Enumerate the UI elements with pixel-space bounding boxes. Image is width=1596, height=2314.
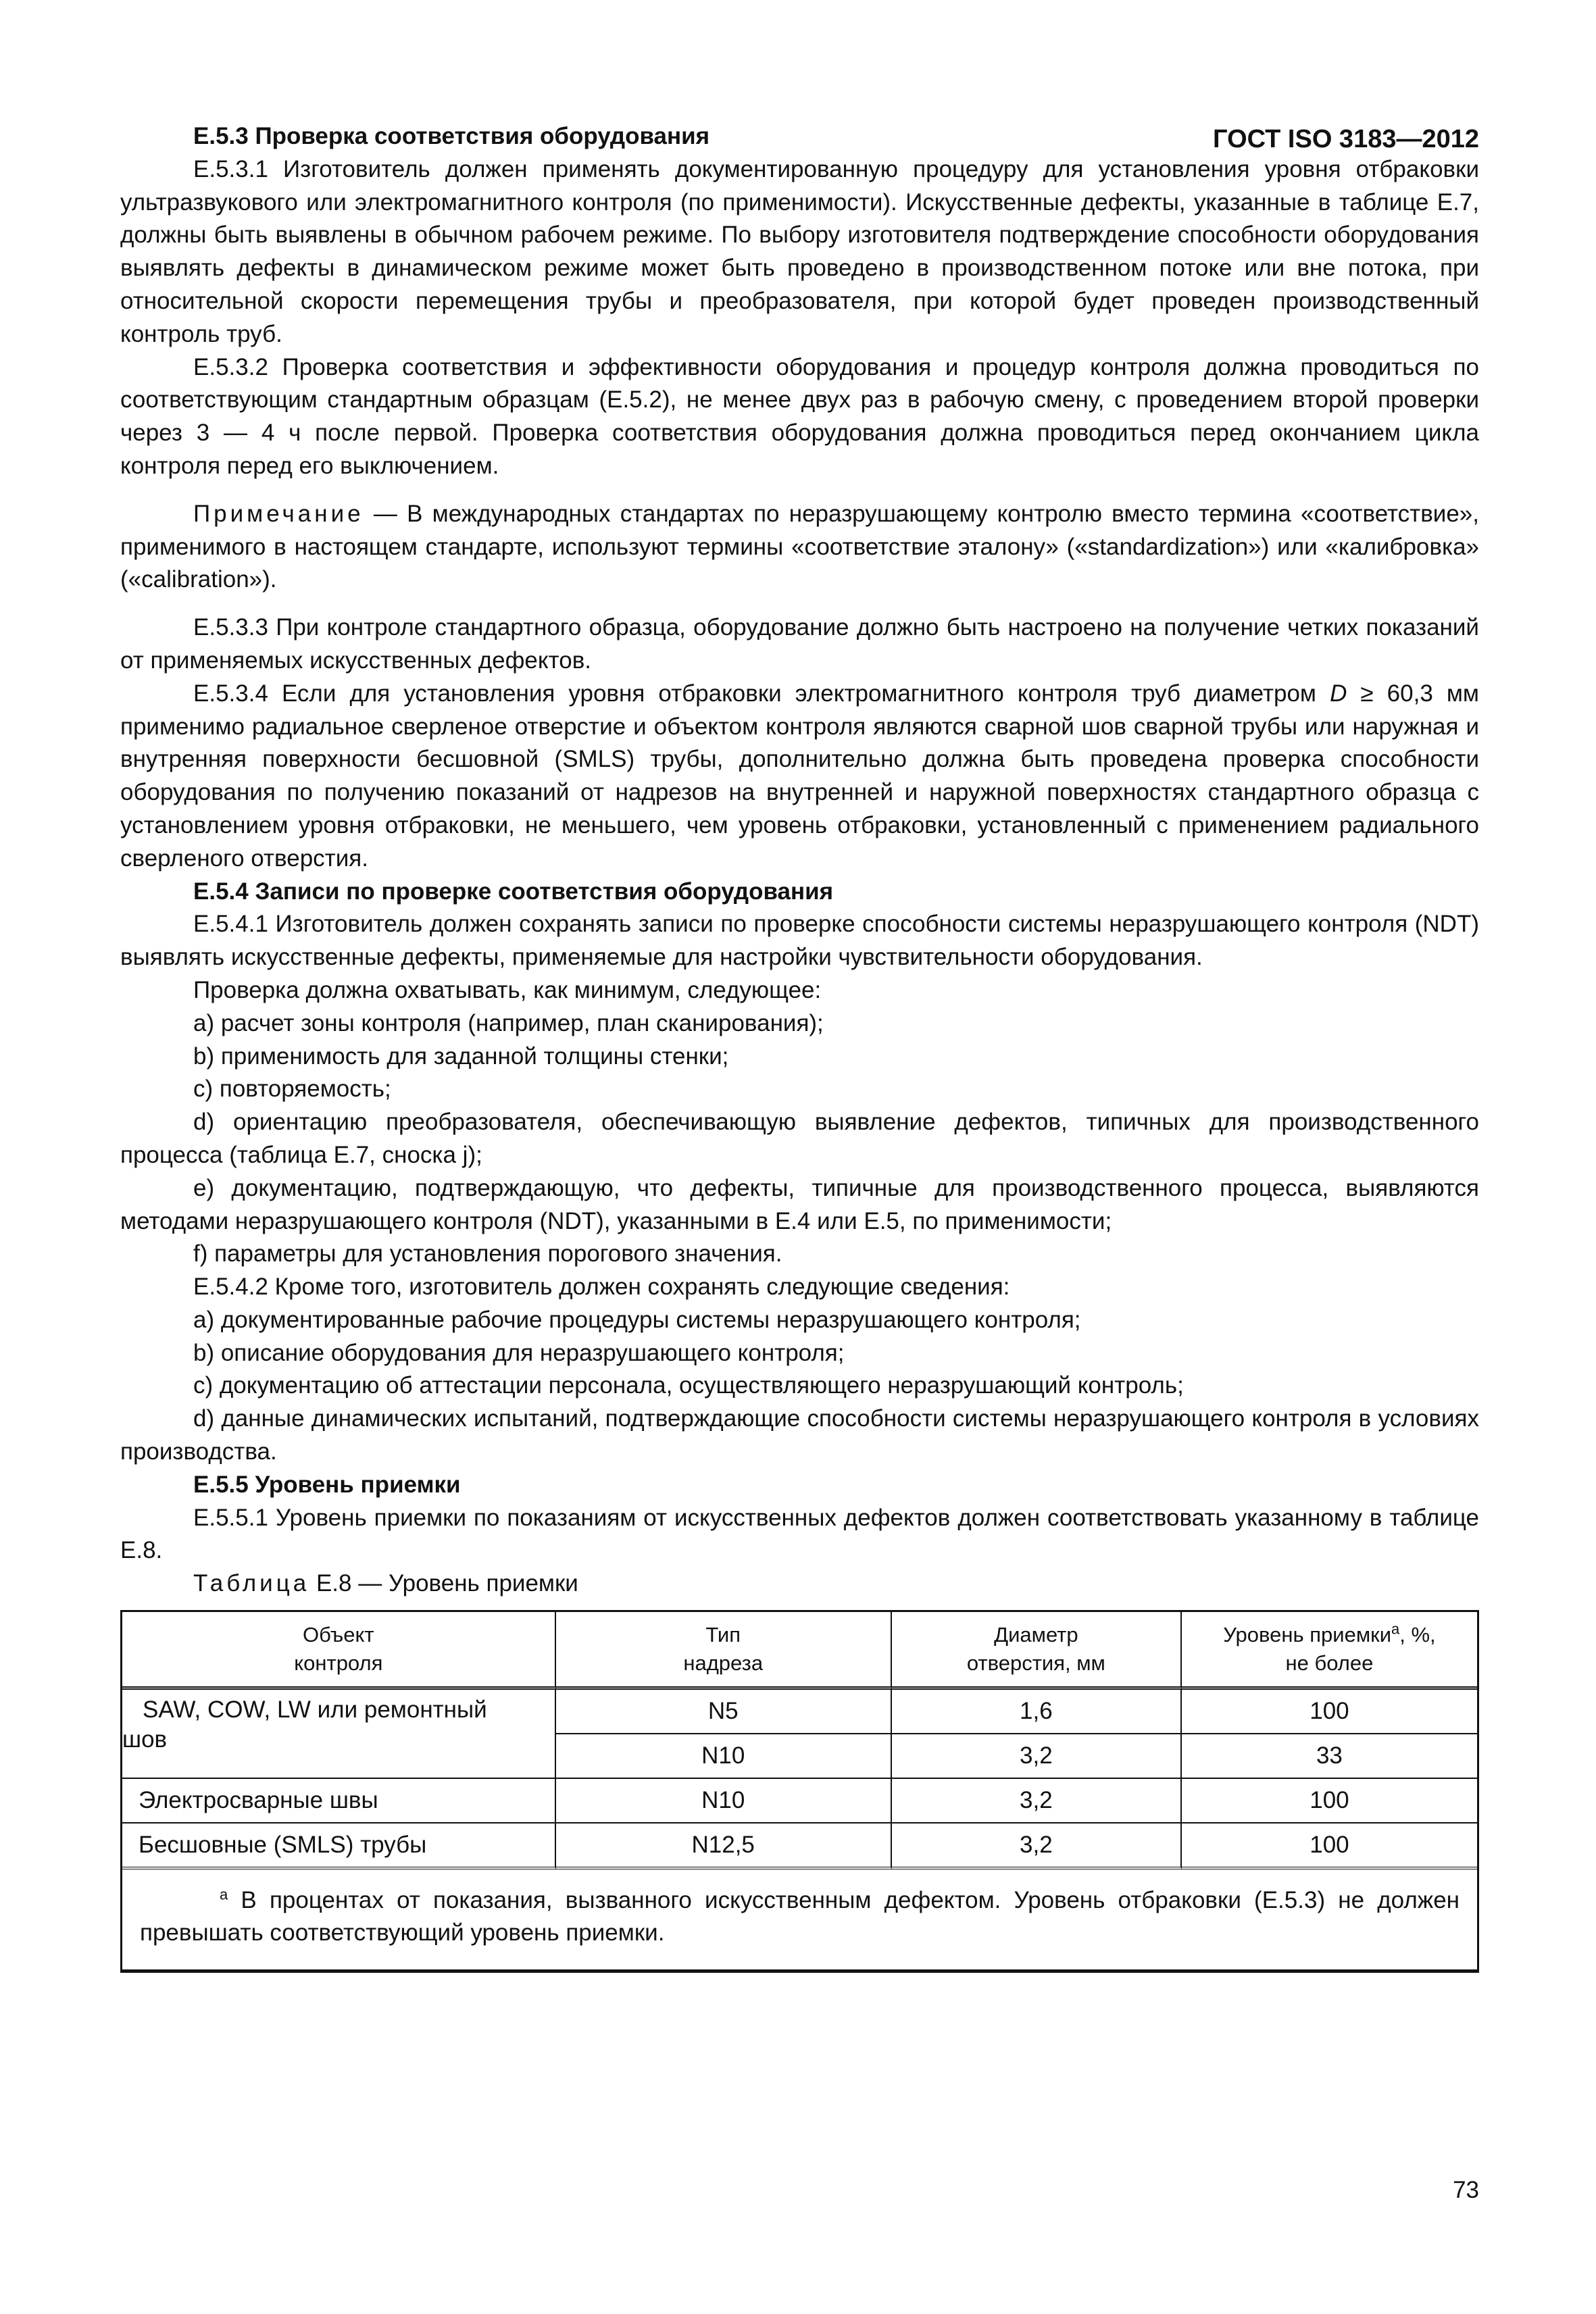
table-cell-notch: N10 — [556, 1779, 892, 1823]
table-cell-diameter: 3,2 — [892, 1734, 1182, 1779]
acceptance-level-table — [120, 1610, 1479, 1973]
table-footnote: $^a$ В процентах от показания, вызванного искусственным дефектом. Уровень отбраковки (Е.5.3) не должен превышать соответствующий уровень приемки. — [122, 1869, 1477, 1971]
table-row — [122, 1823, 1477, 1869]
paragraph-e532: Е.5.3.2 Проверка соответствия и эффективности оборудования и процедур контроля должна проводиться по соответствующим стандартным образцам (Е.5.2), не менее двух раз в рабочую смену, с проведением второй проверки через 3 — 4 ч после первой. Проверка соответствия оборудования должна проводиться перед окончанием цикла контроля перед его выключением. — [120, 353, 1479, 479]
list-item: e) документацию, подтверждающую, что дефекты, типичные для производственного процесса, выявляются методами неразрушающего контроля (NDT), указанными в Е.4 или Е.5, по применимости; — [120, 1174, 1479, 1234]
note-text: — В международных стандартах по неразрушающему контролю вместо термина «соответствие», применимого в настоящем стандарте, используют термины «соответствие эталону» («standardization») или «калибровка» («calibration»). — [120, 500, 1479, 593]
paragraph-e542: Е.5.4.2 Кроме того, изготовитель должен сохранять следующие сведения: — [193, 1274, 1010, 1301]
table-caption-text: Е.8 — Уровень приемки — [309, 1570, 578, 1597]
table-row — [122, 1690, 1477, 1734]
paragraph-e534-part2: ≥ 60,3 мм применимо радиальное сверленое отверстие и объектом контроля являются сварной шов сварной трубы или наружная и внутренняя поверхности бесшовной (SMLS) трубы, дополнительно должна быть проведена проверка способности оборудования по получению показаний от надрезов на внутренней и наружной поверхностях стандартного образца с установлением уровня отбраковки, не меньшего, чем уровень отбраковки, установленный с применением радиального сверленого отверстия. — [120, 680, 1479, 872]
table-cell-object: Электросварные швы — [122, 1779, 556, 1823]
section-heading-e55: Е.5.5 Уровень приемки — [193, 1471, 461, 1498]
table-cell-level: 100 — [1182, 1690, 1477, 1734]
diameter-symbol: D — [1330, 680, 1347, 707]
note-label: Примечание — [193, 500, 364, 527]
paragraph-e551: Е.5.5.1 Уровень приемки по показаниям от искусственных дефектов должен соответствовать указанному в таблице Е.8. — [120, 1504, 1479, 1564]
column-header-acceptance-level: Уровень приемки$^a$, %, не более — [1182, 1612, 1477, 1690]
section-heading-e54: Е.5.4 Записи по проверке соответствия оборудования — [193, 878, 834, 905]
paragraph-e531: Е.5.3.1 Изготовитель должен применять документированную процедуру для установления уровня отбраковки ультразвукового или электромагнитного контроля (по применимости). Искусственные дефекты, указанные в таблице Е.7, должны быть выявлены в обычном рабочем режиме. По выбору изготовителя подтверждение способности оборудования выявлять дефекты в динамическом режиме может быть проведено в производственном потоке или вне потока, при относительной скорости перемещения трубы и преобразователя, при которой будет проведен производственный контроль труб. — [120, 155, 1479, 347]
list-item: c) повторяемость; — [193, 1076, 391, 1103]
paragraph-e534-part1: Е.5.3.4 Если для установления уровня отбраковки электромагнитного контроля труб диаметром — [193, 680, 1330, 707]
document-header: ГОСТ ISO 3183—2012 — [1213, 125, 1479, 153]
list-item: d) данные динамических испытаний, подтверждающие способности системы неразрушающего контроля в условиях производства. — [120, 1405, 1479, 1465]
table-cell-object: SAW, COW, LW или ремонтный шов — [122, 1690, 556, 1779]
column-header-object: Объект контроля — [122, 1612, 556, 1690]
list-item: f) параметры для установления порогового значения. — [193, 1240, 782, 1267]
table-header-row — [122, 1612, 1477, 1690]
column-header-notch-type: Тип надреза — [556, 1612, 892, 1690]
list-item: a) расчет зоны контроля (например, план сканирования); — [193, 1009, 824, 1036]
table-cell-level: 33 — [1182, 1734, 1477, 1779]
paragraph-e533: Е.5.3.3 При контроле стандартного образца, оборудование должно быть настроено на получение четких показаний от применяемых искусственных дефектов. — [120, 614, 1479, 674]
table-row — [122, 1779, 1477, 1823]
column-header-hole-diameter: Диаметр отверстия, мм — [892, 1612, 1182, 1690]
note-paragraph — [120, 498, 1479, 597]
table-cell-object: Бесшовные (SMLS) трубы — [122, 1823, 556, 1869]
list-item: a) документированные рабочие процедуры системы неразрушающего контроля; — [193, 1306, 1081, 1333]
table-caption — [120, 1567, 1479, 1601]
table-cell-notch: N5 — [556, 1690, 892, 1734]
table-cell-notch: N10 — [556, 1734, 892, 1779]
table-cell-level: 100 — [1182, 1823, 1477, 1869]
list-item: c) документацию об аттестации персонала, осуществляющего неразрушающий контроль; — [193, 1372, 1184, 1399]
table-cell-notch: N12,5 — [556, 1823, 892, 1869]
table-cell-diameter: 1,6 — [892, 1690, 1182, 1734]
list-item: d) ориентацию преобразователя, обеспечивающую выявление дефектов, типичных для производственного процесса (таблица Е.7, сноска j); — [120, 1109, 1479, 1168]
section-heading-e53: Е.5.3 Проверка соответствия оборудования — [193, 123, 710, 149]
paragraph-e541: Е.5.4.1 Изготовитель должен сохранять записи по проверке способности системы неразрушающего контроля (NDT) выявлять искусственные дефекты, применяемые для настройки чувствительности оборудования. — [120, 911, 1479, 971]
table-cell-diameter: 3,2 — [892, 1823, 1182, 1869]
table-footnote-row — [122, 1869, 1477, 1971]
table-cell-level: 100 — [1182, 1779, 1477, 1823]
paragraph-check-scope: Проверка должна охватывать, как минимум, следующее: — [193, 976, 822, 1003]
page-number: 73 — [1453, 2177, 1479, 2203]
list-item: b) применимость для заданной толщины стенки; — [193, 1042, 729, 1070]
table-cell-diameter: 3,2 — [892, 1779, 1182, 1823]
list-item: b) описание оборудования для неразрушающего контроля; — [193, 1339, 845, 1366]
body-text — [120, 120, 1479, 1601]
table-caption-label: Таблица — [193, 1570, 310, 1597]
paragraph-e534 — [120, 678, 1479, 876]
